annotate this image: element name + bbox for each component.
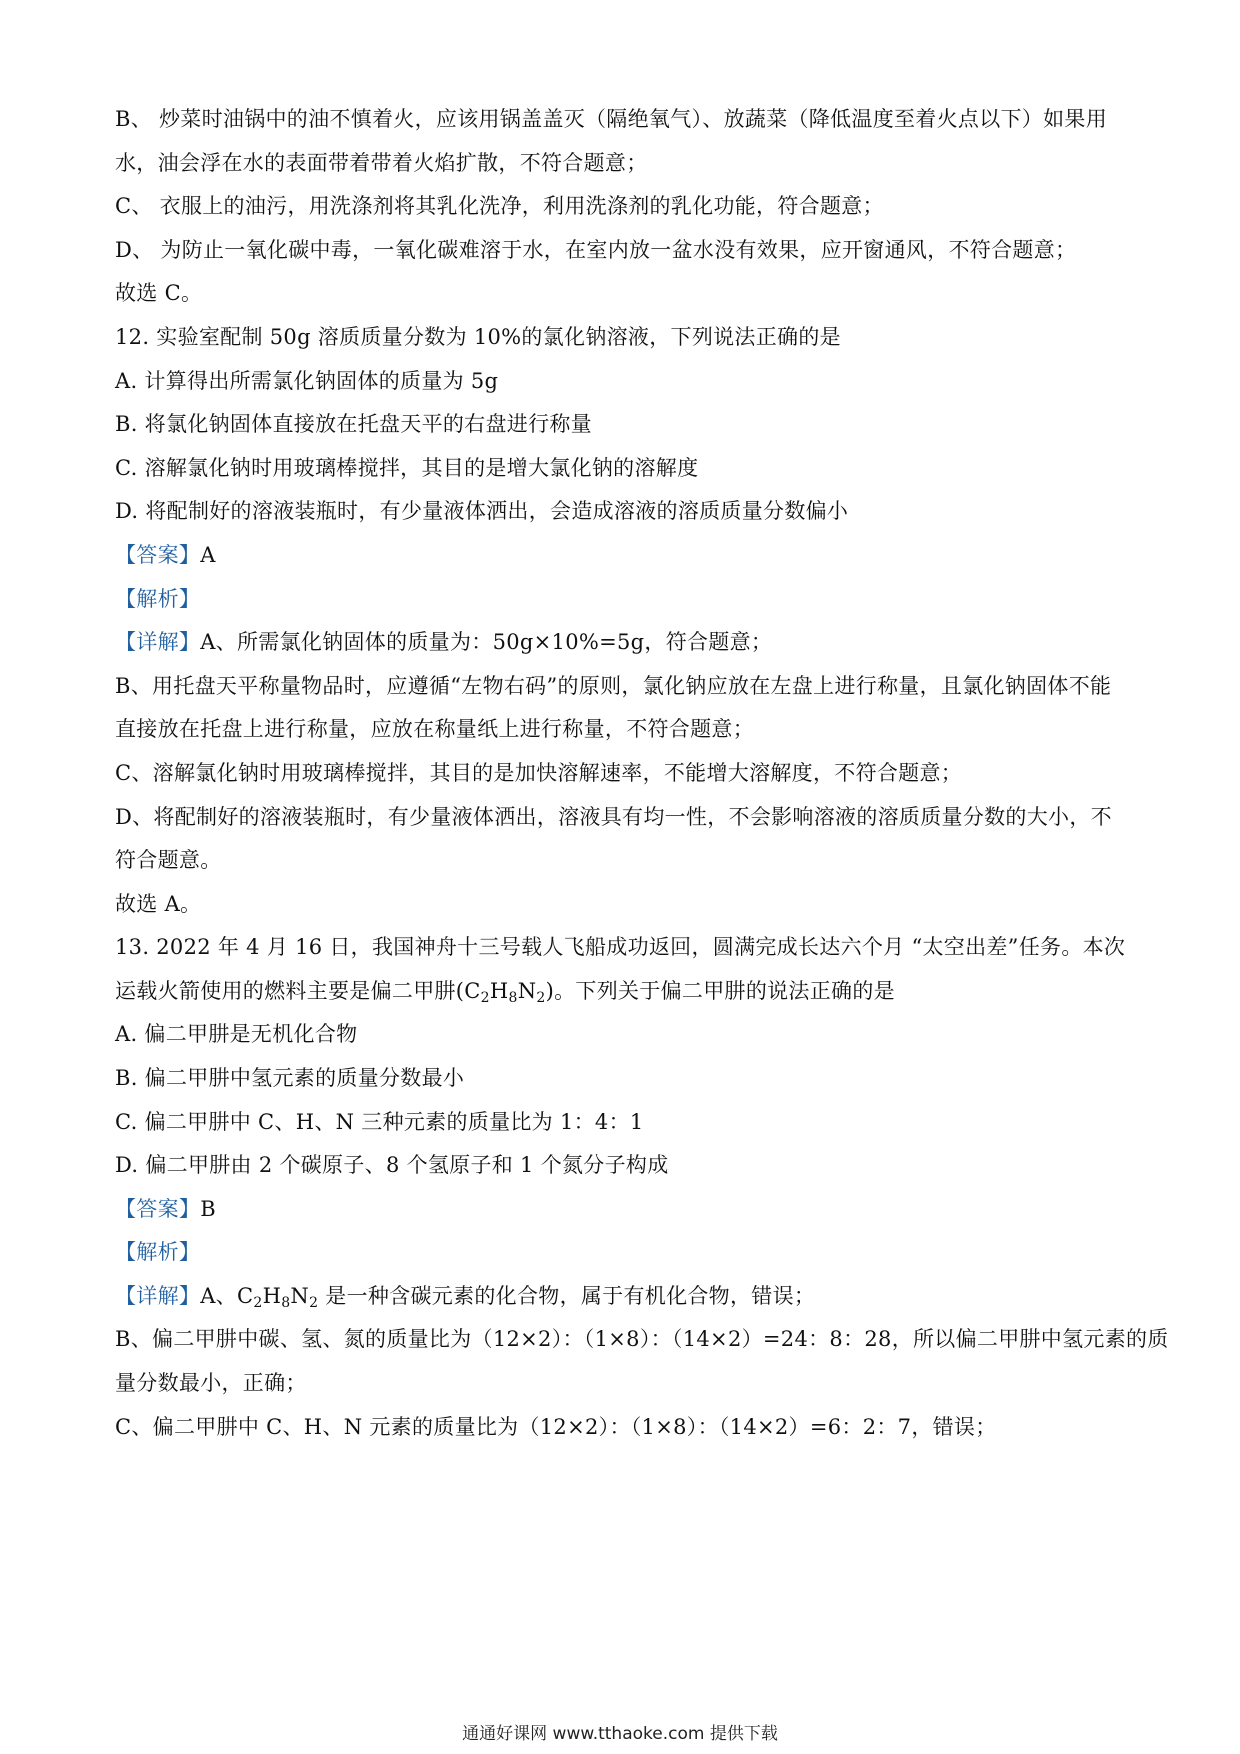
q13-stem: 13. 2022 年 4 月 16 日，我国神舟十三号载人飞船成功返回，圆满完成长达六个月 “太空出差”任务。本次 [115, 935, 1126, 959]
q12-analysis-label: 【解析】 [115, 587, 201, 611]
footer-watermark: 通通好课网 www.tthaoke.com 提供下载 [462, 1724, 778, 1744]
q12-stem: 12. 实验室配制 50g 溶质质量分数为 10%的氯化钠溶液，下列说法正确的是 [115, 325, 841, 349]
prev-answer-line: D、 为防止一氧化碳中毒，一氧化碳难溶于水，在室内放一盆水没有效果，应开窗通风，不符合题意； [115, 238, 1077, 262]
prev-answer-line: 水，油会浮在水的表面带着带着火焰扩散，不符合题意； [115, 151, 648, 175]
q13-option-c: C. 偏二甲肼中 C、H、N 三种元素的质量比为 1：4：1 [115, 1110, 644, 1134]
detail-label: 【详解】 [115, 1284, 201, 1308]
q12-option-b: B. 将氯化钠固体直接放在托盘天平的右盘进行称量 [115, 412, 592, 436]
q12-conclusion: 故选 A。 [115, 892, 202, 916]
prev-conclusion: 故选 C。 [115, 281, 203, 305]
q13-stem-cont: 运载火箭使用的燃料主要是偏二甲肼$(C_2H_8N_2)$。下列关于偏二甲肼的说法正确的是 [115, 979, 895, 1006]
q12-detail-line: 直接放在托盘上进行称量，应放在称量纸上进行称量，不符合题意； [115, 717, 754, 741]
q13-analysis-label: 【解析】 [115, 1240, 201, 1264]
detail-label: 【详解】 [115, 630, 201, 654]
q13-detail-a: 【详解】A、$C_2H_8N_2$ 是一种含碳元素的化合物，属于有机化合物，错误； [115, 1284, 816, 1311]
q12-answer [115, 540, 1135, 570]
q13-option-a: A. 偏二甲肼是无机化合物 [115, 1022, 358, 1046]
answer-label: 【答案】 [115, 543, 201, 567]
q12-detail-line: C、溶解氯化钠时用玻璃棒搅拌，其目的是加快溶解速率，不能增大溶解度，不符合题意； [115, 761, 963, 785]
q12-option-d: D. 将配制好的溶液装瓶时，有少量液体洒出，会造成溶液的溶质质量分数偏小 [115, 499, 849, 523]
q13-option-b: B. 偏二甲肼中氢元素的质量分数最小 [115, 1066, 465, 1090]
q12-detail-line: 符合题意。 [115, 848, 222, 872]
q12-option-a: A. 计算得出所需氯化钠固体的质量为 5g [115, 369, 499, 393]
answer-value: B [200, 1197, 216, 1221]
answer-value: A [200, 543, 216, 567]
q12-option-c: C. 溶解氯化钠时用玻璃棒搅拌，其目的是增大氯化钠的溶解度 [115, 456, 699, 480]
prev-answer-line: C、 衣服上的油污，用洗涤剂将其乳化洗净，利用洗涤剂的乳化功能，符合题意； [115, 194, 884, 218]
q13-detail-line: C、偏二甲肼中 C、H、N 元素的质量比为（12×2）：（1×8）：（14×2）=6：2：7，错误； [115, 1415, 997, 1439]
q13-option-d: D. 偏二甲肼由 2 个碳原子、8 个氢原子和 1 个氮分子构成 [115, 1153, 669, 1177]
q13-detail-line: 量分数最小，正确； [115, 1371, 307, 1395]
q13-detail-line: B、偏二甲肼中碳、氢、氮的质量比为（12×2）：（1×8）：（14×2）=24：8：28，所以偏二甲肼中氢元素的质 [115, 1327, 1169, 1351]
prev-answer-line: B、 炒菜时油锅中的油不慎着火，应该用锅盖盖灭（隔绝氧气）、放蔬菜（降低温度至着火点以下）如果用 [115, 107, 1108, 131]
q12-detail-line: B、用托盘天平称量物品时，应遵循“左物右码”的原则，氯化钠应放在左盘上进行称量，且氯化钠固体不能 [115, 674, 1112, 698]
q12-detail-line: D、将配制好的溶液装瓶时，有少量液体洒出，溶液具有均一性，不会影响溶液的溶质质量分数的大小，不 [115, 805, 1112, 829]
q13-answer [115, 1194, 1135, 1224]
q12-detail-a: 【详解】A、所需氯化钠固体的质量为：50g×10%=5g，符合题意； [115, 630, 773, 654]
answer-label: 【答案】 [115, 1197, 201, 1221]
